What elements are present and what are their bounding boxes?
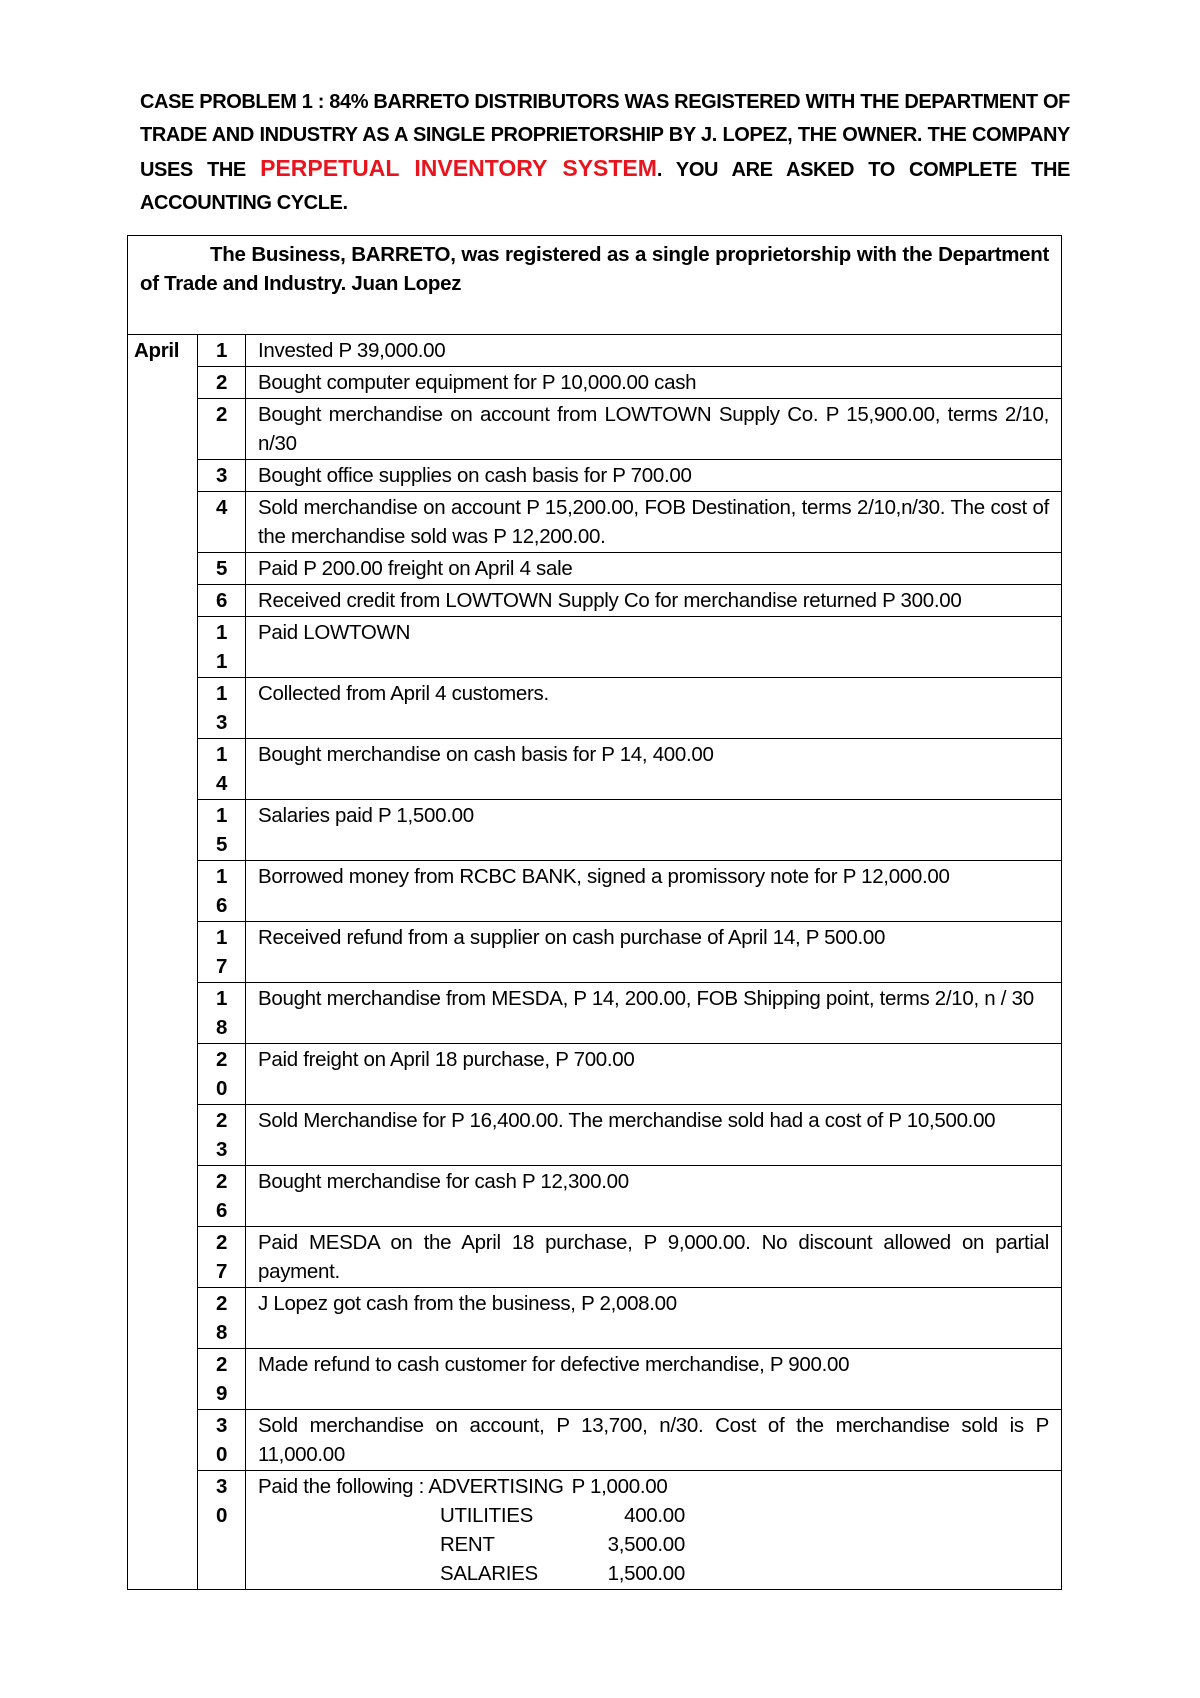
expense-line <box>258 1530 1049 1559</box>
day-cell <box>198 617 246 678</box>
day-digit: 3 <box>215 711 228 734</box>
day-digit: 3 <box>215 1475 228 1498</box>
day-digit: 6 <box>215 589 228 612</box>
day-digit: 1 <box>215 804 228 827</box>
transaction-description: Collected from April 4 customers. <box>246 678 1062 739</box>
day-digit: 7 <box>215 955 228 978</box>
day-cell <box>198 739 246 800</box>
day-cell <box>198 800 246 861</box>
expenses-description <box>246 1471 1062 1590</box>
transaction-description: Paid MESDA on the April 18 purchase, P 9,000.00. No discount allowed on partial payment. <box>246 1227 1062 1288</box>
transaction-description: Sold Merchandise for P 16,400.00. The merchandise sold had a cost of P 10,500.00 <box>246 1105 1062 1166</box>
day-digit: 2 <box>215 1048 228 1071</box>
day-cell <box>198 399 246 460</box>
transaction-row <box>128 1044 1062 1105</box>
transaction-description: Paid P 200.00 freight on April 4 sale <box>246 553 1062 585</box>
day-digit: 7 <box>215 1260 228 1283</box>
day-cell <box>198 1105 246 1166</box>
transaction-row <box>128 983 1062 1044</box>
transaction-row-expenses <box>128 1471 1062 1590</box>
transaction-row <box>128 861 1062 922</box>
transaction-description: Bought merchandise from MESDA, P 14, 200.00, FOB Shipping point, terms 2/10, n / 30 <box>246 983 1062 1044</box>
transaction-row <box>128 399 1062 460</box>
intro-row <box>128 236 1062 335</box>
transaction-description: Received credit from LOWTOWN Supply Co for merchandise returned P 300.00 <box>246 585 1062 617</box>
day-digit: 6 <box>215 1199 228 1222</box>
day-digit: 1 <box>215 743 228 766</box>
transaction-description: Paid freight on April 18 purchase, P 700.00 <box>246 1044 1062 1105</box>
expense-amount: P 1,000.00 <box>571 1475 668 1498</box>
day-cell <box>198 1166 246 1227</box>
day-digit: 0 <box>215 1443 228 1466</box>
transaction-row <box>128 1105 1062 1166</box>
transaction-row <box>128 1166 1062 1227</box>
transaction-row <box>128 617 1062 678</box>
day-cell <box>198 553 246 585</box>
transaction-description: Borrowed money from RCBC BANK, signed a promissory note for P 12,000.00 <box>246 861 1062 922</box>
heading-text-end: . YOU ARE ASKED TO COMPLETE THE ACCOUNTING CYCLE. <box>140 159 1070 214</box>
expense-label: RENT <box>440 1533 495 1556</box>
day-cell <box>198 1044 246 1105</box>
transaction-description: Bought office supplies on cash basis for P 700.00 <box>246 460 1062 492</box>
expense-label: SALARIES <box>440 1562 538 1585</box>
transaction-row <box>128 678 1062 739</box>
day-digit: 1 <box>215 650 228 673</box>
transaction-row <box>128 1349 1062 1410</box>
intro-text: The Business, BARRETO, was registered as a single proprietorship with the Department of Trade and Industry. Juan Lopez <box>140 243 1049 295</box>
day-digit: 0 <box>215 1504 228 1527</box>
transaction-description: Received refund from a supplier on cash purchase of April 14, P 500.00 <box>246 922 1062 983</box>
day-cell <box>198 1410 246 1471</box>
day-digit: 1 <box>215 682 228 705</box>
day-digit: 0 <box>215 1077 228 1100</box>
transaction-description: Made refund to cash customer for defective merchandise, P 900.00 <box>246 1349 1062 1410</box>
day-digit: 3 <box>215 464 228 487</box>
heading-highlight: PERPETUAL INVENTORY SYSTEM <box>260 155 657 181</box>
day-digit: 1 <box>215 621 228 644</box>
day-digit: 1 <box>215 987 228 1010</box>
month-cell: April <box>128 335 198 1590</box>
expense-line <box>258 1501 1049 1530</box>
day-cell <box>198 861 246 922</box>
day-digit: 4 <box>215 772 228 795</box>
day-digit: 2 <box>215 403 228 426</box>
day-digit: 2 <box>215 1231 228 1254</box>
transaction-row <box>128 460 1062 492</box>
transaction-row <box>128 492 1062 553</box>
transaction-description: Bought merchandise on cash basis for P 14, 400.00 <box>246 739 1062 800</box>
transaction-description: Bought merchandise for cash P 12,300.00 <box>246 1166 1062 1227</box>
day-cell <box>198 1227 246 1288</box>
day-digit: 5 <box>215 833 228 856</box>
expense-amount: 1,500.00 <box>607 1562 685 1585</box>
transaction-description: Bought merchandise on account from LOWTOWN Supply Co. P 15,900.00, terms 2/10, n/30 <box>246 399 1062 460</box>
expense-amount: 3,500.00 <box>607 1533 685 1556</box>
expense-label: UTILITIES <box>440 1504 533 1527</box>
day-cell <box>198 1471 246 1590</box>
day-digit: 2 <box>215 1353 228 1376</box>
transaction-row <box>128 800 1062 861</box>
day-cell <box>198 585 246 617</box>
day-digit: 3 <box>215 1414 228 1437</box>
day-cell <box>198 1349 246 1410</box>
transaction-description: Salaries paid P 1,500.00 <box>246 800 1062 861</box>
day-cell <box>198 1288 246 1349</box>
day-digit: 8 <box>215 1321 228 1344</box>
day-digit: 6 <box>215 894 228 917</box>
transaction-row <box>128 739 1062 800</box>
transaction-description: Invested P 39,000.00 <box>246 335 1062 367</box>
day-cell <box>198 460 246 492</box>
transaction-row <box>128 1288 1062 1349</box>
expense-amount: 400.00 <box>624 1504 685 1527</box>
intro-cell <box>128 236 1062 335</box>
transaction-row <box>128 553 1062 585</box>
transaction-description: Sold merchandise on account, P 13,700, n/30. Cost of the merchandise sold is P 11,000.00 <box>246 1410 1062 1471</box>
day-digit: 4 <box>215 496 228 519</box>
day-digit: 8 <box>215 1016 228 1039</box>
day-cell <box>198 983 246 1044</box>
transaction-row <box>128 367 1062 399</box>
day-cell <box>198 922 246 983</box>
expense-line-advertising <box>258 1472 1049 1501</box>
day-digit: 1 <box>215 926 228 949</box>
day-digit: 2 <box>215 371 228 394</box>
expense-lead: Paid the following : ADVERTISING <box>258 1475 564 1498</box>
day-digit: 1 <box>215 865 228 888</box>
day-digit: 2 <box>215 1109 228 1132</box>
day-cell <box>198 367 246 399</box>
expense-line <box>258 1559 1049 1588</box>
transaction-description: Paid LOWTOWN <box>246 617 1062 678</box>
day-digit: 3 <box>215 1138 228 1161</box>
day-digit: 2 <box>215 1292 228 1315</box>
day-cell <box>198 335 246 367</box>
case-heading <box>140 86 1070 220</box>
day-digit: 9 <box>215 1382 228 1405</box>
heading-text: CASE PROBLEM 1 : 84% BARRETO DISTRIBUTORS WAS REGISTERED WITH THE DEPARTMENT OF TRADE AND INDUSTRY AS A SINGLE PROPRIETORSHIP BY J. LOPEZ, THE OWNER. THE COMPANY USES THE <box>140 91 1070 181</box>
day-cell <box>198 492 246 553</box>
day-digit: 2 <box>215 1170 228 1193</box>
transaction-description: Bought computer equipment for P 10,000.00 cash <box>246 367 1062 399</box>
transaction-description: Sold merchandise on account P 15,200.00, FOB Destination, terms 2/10,n/30. The cost of the merchandise sold was P 12,200.00. <box>246 492 1062 553</box>
transaction-row <box>128 335 1062 367</box>
transactions-table <box>127 235 1062 1590</box>
transaction-row <box>128 922 1062 983</box>
transaction-row <box>128 585 1062 617</box>
transaction-row <box>128 1227 1062 1288</box>
transaction-row <box>128 1410 1062 1471</box>
transaction-description: J Lopez got cash from the business, P 2,008.00 <box>246 1288 1062 1349</box>
day-digit: 5 <box>215 557 228 580</box>
day-digit: 1 <box>215 339 228 362</box>
day-cell <box>198 678 246 739</box>
